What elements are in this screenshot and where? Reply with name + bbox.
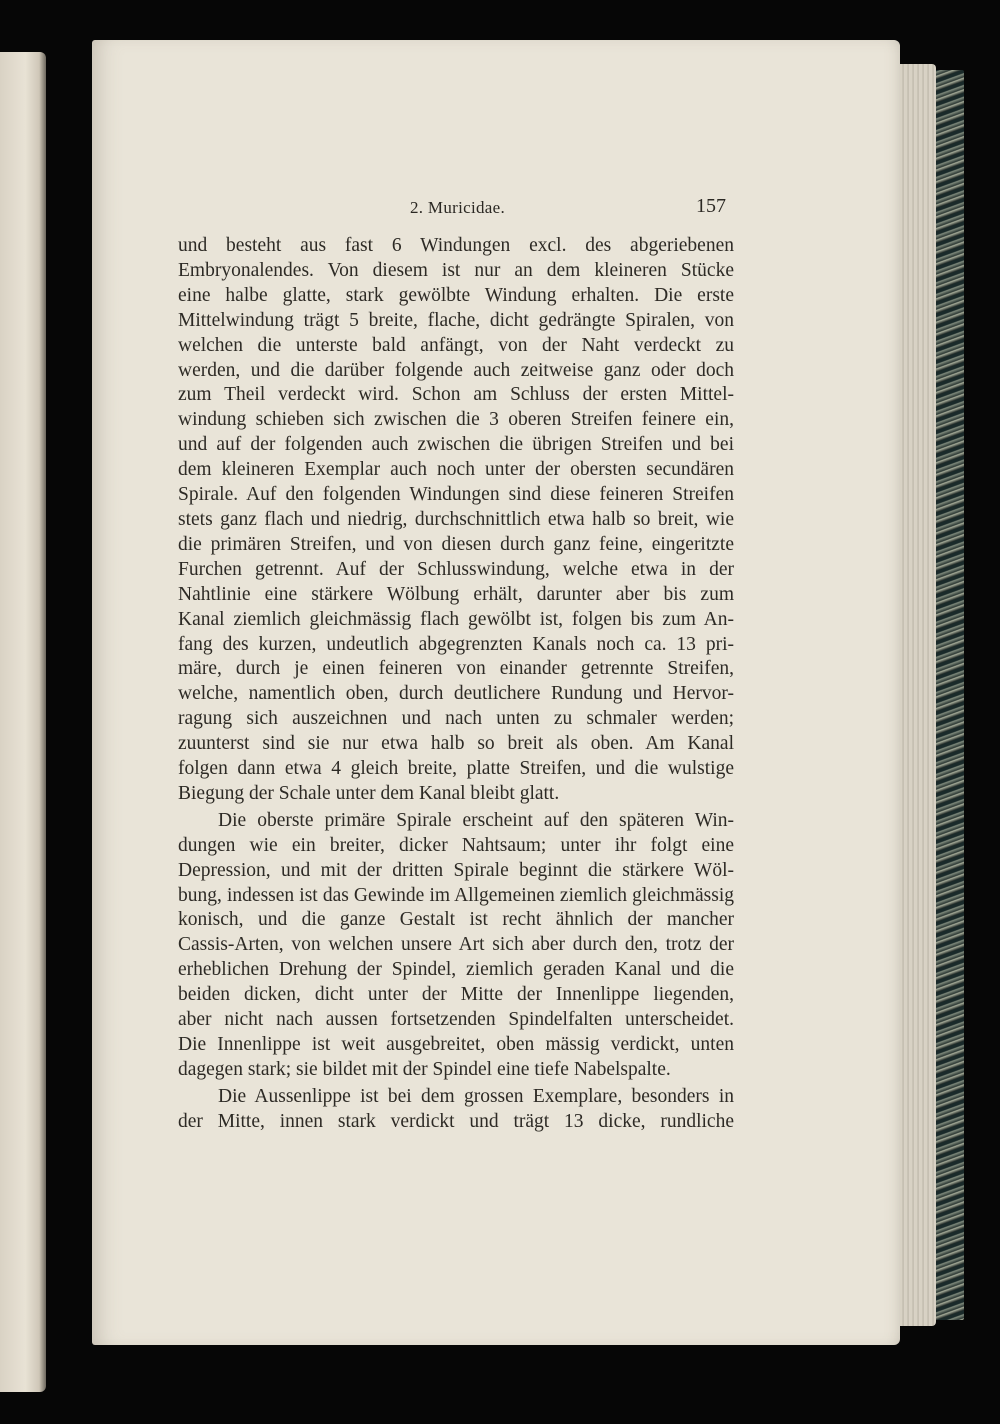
text-line: Biegung der Schale unter dem Kanal bleibt glatt. [178,782,560,804]
text-line: windung schieben sich zwischen die 3 oberen Streifen feinere ein, [178,409,734,431]
text-line: welchen die unterste bald anfängt, von der Naht verdeckt zu [178,334,734,356]
text-line: Furchen getrennt. Auf der Schlusswindung, welche etwa in der [178,558,734,580]
text-line: Cassis-Arten, von welchen unsere Art sich aber durch den, trotz der [178,934,734,956]
text-line: Die Innenlippe ist weit ausgebreitet, oben mässig verdickt, unten [178,1034,734,1055]
text-line: folgen dann etwa 4 gleich breite, platte Streifen, und die wulstige [178,758,734,780]
text-line: Die oberste primäre Spirale erscheint auf den späteren Win- [218,809,734,831]
text-line: Mittelwindung trägt 5 breite, flache, dicht gedrängte Spiralen, von [178,309,734,331]
body-text [178,234,738,1135]
text-line: eine halbe glatte, stark gewölbte Windung erhalten. Die erste [178,284,734,306]
text-line: dem kleineren Exemplar auch noch unter der obersten secundären [178,459,734,481]
text-line: aber nicht nach aussen fortsetzenden Spindelfalten unterscheidet. [178,1009,734,1031]
text-line: Kanal ziemlich gleichmässig flach gewölbt ist, folgen bis zum An- [178,608,734,630]
text-line: und besteht aus fast 6 Windungen excl. des abgeriebenen [178,235,734,256]
text-line: konisch, und die ganze Gestalt ist recht ähnlich der mancher [178,909,734,931]
page-number: 157 [696,195,726,217]
text-line: Die Aussenlippe ist bei dem grossen Exemplare, besonders in [218,1085,734,1107]
text-line: Depression, und mit der dritten Spirale beginnt die stärkere Wöl- [178,859,734,881]
text-line: Embryonalendes. Von diesem ist nur an dem kleineren Stücke [178,259,734,281]
text-line: dungen wie ein breiter, dicker Nahtsaum; unter ihr folgt eine [178,834,734,856]
text-line: zuunterst sind sie nur etwa halb so breit als oben. Am Kanal [178,733,734,755]
text-line: der Mitte, innen stark verdickt und trägt 13 dicke, rundliche [178,1110,734,1132]
text-line: stets ganz flach und niedrig, durchschnittlich etwa halb so breit, wie [178,508,734,530]
text-line: welche, namentlich oben, durch deutlichere Rundung und Hervor- [178,683,734,705]
text-line: Spirale. Auf den folgenden Windungen sind diese feineren Streifen [178,484,734,506]
page-header [92,195,900,225]
left-page-edge [0,52,46,1392]
text-line: dagegen stark; sie bildet mit der Spindel eine tiefe Nabelspalte. [178,1058,671,1080]
text-line: ragung sich auszeichnen und nach unten zu schmaler werden; [178,708,734,730]
text-line: werden, und die darüber folgende auch zeitweise ganz oder doch [178,359,734,381]
text-line: beiden dicken, dicht unter der Mitte der Innenlippe liegenden, [178,984,734,1006]
text-line: fang des kurzen, undeutlich abgegrenzten Kanals noch ca. 13 pri- [178,633,734,655]
text-line: erheblichen Drehung der Spindel, ziemlich geraden Kanal und die [178,959,734,981]
text-line: zum Theil verdeckt wird. Schon am Schluss der ersten Mittel- [178,384,734,406]
text-line: Nahtlinie eine stärkere Wölbung erhält, darunter aber bis zum [178,583,734,605]
text-line: bung, indessen ist das Gewinde im Allgemeinen ziemlich gleichmässig [178,884,734,906]
text-line: und auf der folgenden auch zwischen die übrigen Streifen und bei [178,434,734,456]
text-line: märe, durch je einen feineren von einander getrennte Streifen, [178,658,734,680]
text-line: die primären Streifen, und von diesen durch ganz feine, eingeritzte [178,533,734,555]
running-head: 2. Muricidae. [410,198,506,217]
